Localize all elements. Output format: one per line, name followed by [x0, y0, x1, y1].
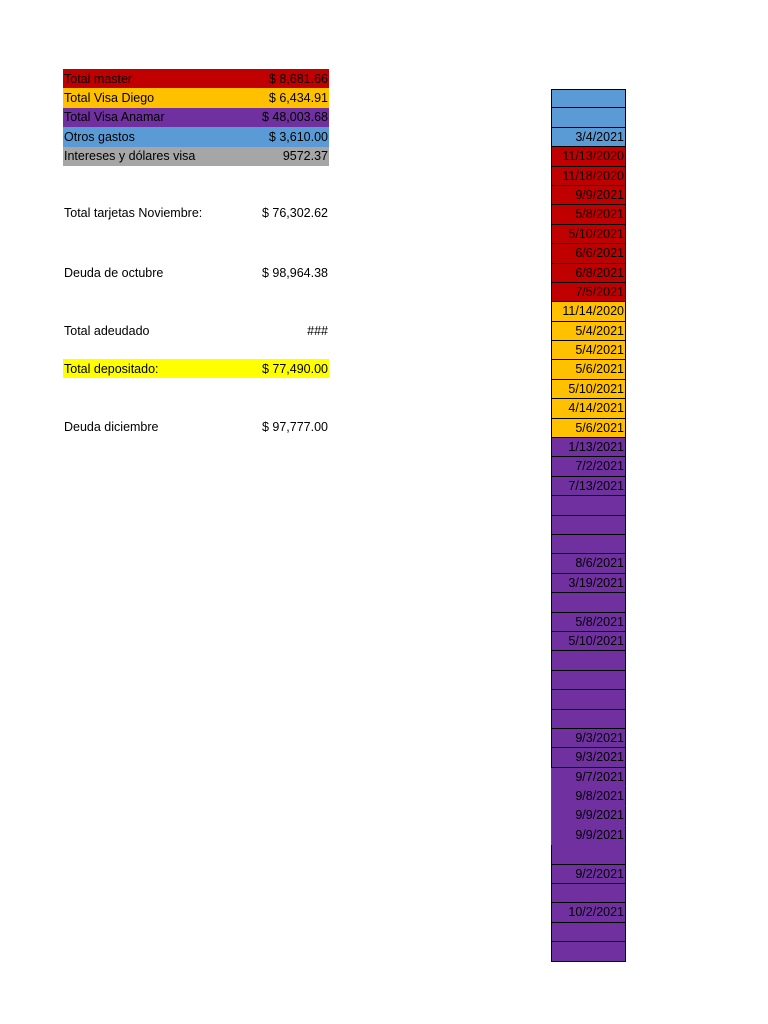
date-cell: 5/8/2021: [551, 613, 626, 632]
date-cell: 5/8/2021: [551, 205, 626, 224]
date-cell: 5/10/2021: [551, 225, 626, 244]
date-cell: [551, 516, 626, 535]
date-cell: [551, 671, 626, 690]
date-cell: [551, 690, 626, 709]
date-cell: 9/3/2021: [551, 748, 626, 767]
date-cell: 9/3/2021: [551, 729, 626, 748]
date-cell: 7/2/2021: [551, 457, 626, 476]
date-cell: 6/6/2021: [551, 244, 626, 263]
summary-label: Intereses y dólares visa: [64, 149, 196, 164]
total-adeudado-row: [63, 321, 329, 340]
summary-label: Total Visa Anamar: [64, 110, 165, 125]
deuda-octubre-label: Deuda de octubre: [64, 265, 164, 280]
date-cell: [551, 535, 626, 554]
summary-row-intereses: [63, 147, 329, 166]
total-adeudado-label: Total adeudado: [64, 323, 150, 338]
date-cell: 5/6/2021: [551, 360, 626, 379]
date-cell: 1/13/2021: [551, 438, 626, 457]
date-cell: 11/14/2020: [551, 302, 626, 321]
date-cell: [551, 651, 626, 670]
date-cell: 6/8/2021: [551, 264, 626, 283]
date-cell: [551, 108, 626, 127]
date-cell: 11/18/2020: [551, 167, 626, 186]
card-summary-table: [63, 69, 329, 166]
date-cell: 9/9/2021: [551, 186, 626, 205]
date-cell: 9/2/2021: [551, 865, 626, 884]
date-cell: [551, 89, 626, 108]
date-column: [551, 89, 626, 962]
summary-value: $ 8,681.66: [268, 71, 328, 86]
date-cell: [551, 496, 626, 515]
summary-row-total-visa-anamar: [63, 108, 329, 127]
date-cell: 9/9/2021: [551, 806, 626, 825]
date-cell: [551, 845, 626, 864]
date-cell: 9/9/2021: [551, 826, 626, 845]
summary-row-total-visa-diego: [63, 88, 329, 107]
total-adeudado-value: ###: [307, 323, 328, 338]
date-cell: [551, 593, 626, 612]
date-cell: 11/13/2020: [551, 147, 626, 166]
date-cell: 3/4/2021: [551, 128, 626, 147]
total-tarjetas-label: Total tarjetas Noviembre:: [64, 205, 203, 220]
total-depositado-value: $ 77,490.00: [261, 361, 328, 376]
date-cell: 5/4/2021: [551, 322, 626, 341]
total-tarjetas-value: $ 76,302.62: [261, 205, 328, 220]
summary-label: Total master: [64, 71, 133, 86]
date-cell: 4/14/2021: [551, 399, 626, 418]
date-cell: 5/10/2021: [551, 380, 626, 399]
date-cell: [551, 710, 626, 729]
deuda-diciembre-value: $ 97,777.00: [261, 419, 328, 434]
summary-value: $ 48,003.68: [261, 110, 328, 125]
date-cell: [551, 884, 626, 903]
date-cell: 8/6/2021: [551, 554, 626, 573]
date-cell: [551, 923, 626, 942]
total-tarjetas-row: [63, 203, 329, 222]
date-cell: 9/7/2021: [551, 768, 626, 787]
date-cell: 5/6/2021: [551, 419, 626, 438]
summary-value: $ 3,610.00: [268, 129, 328, 144]
date-cell: 5/4/2021: [551, 341, 626, 360]
date-cell: 3/19/2021: [551, 574, 626, 593]
date-cell: 9/8/2021: [551, 787, 626, 806]
summary-value: 9572.37: [282, 149, 328, 164]
date-cell: 7/5/2021: [551, 283, 626, 302]
total-depositado-label: Total depositado:: [64, 361, 159, 376]
date-cell: 5/10/2021: [551, 632, 626, 651]
deuda-diciembre-row: [63, 417, 329, 436]
summary-row-otros-gastos: [63, 127, 329, 146]
summary-value: $ 6,434.91: [268, 91, 328, 106]
deuda-diciembre-label: Deuda diciembre: [64, 419, 159, 434]
deuda-octubre-row: [63, 263, 329, 282]
date-cell: [551, 942, 626, 961]
total-depositado-row: [63, 359, 329, 378]
summary-label: Otros gastos: [64, 129, 135, 144]
summary-label: Total Visa Diego: [64, 91, 155, 106]
summary-row-total-master: [63, 69, 329, 88]
date-cell: 7/13/2021: [551, 477, 626, 496]
deuda-octubre-value: $ 98,964.38: [261, 265, 328, 280]
date-cell: 10/2/2021: [551, 903, 626, 922]
